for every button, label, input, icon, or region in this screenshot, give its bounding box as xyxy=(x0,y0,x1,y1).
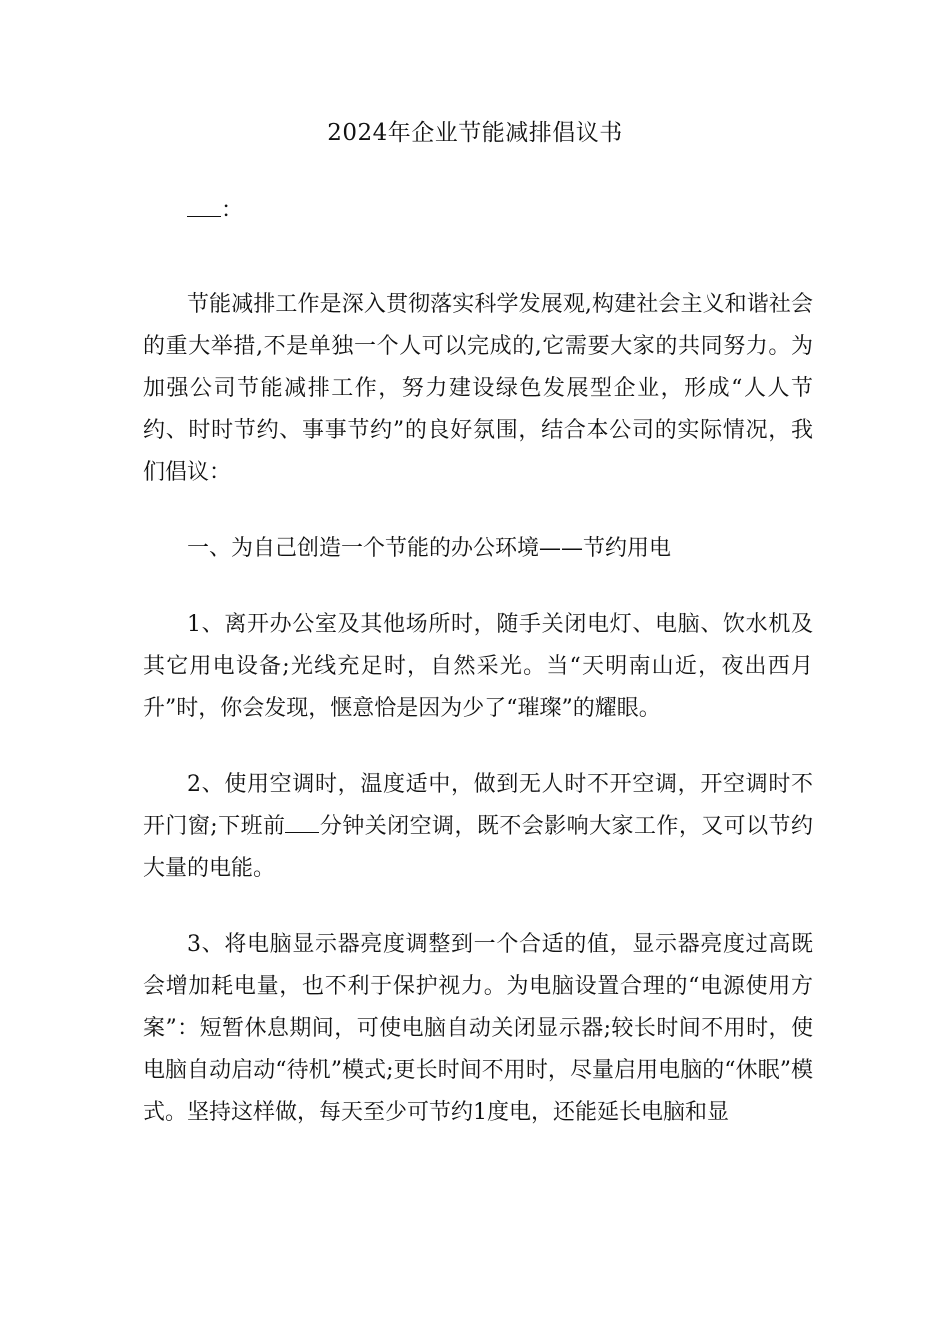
paragraph-item-3: 3、将电脑显示器亮度调整到一个合适的值，显示器亮度过高既会增加耗电量，也不利于保护视力。为电脑设置合理的“电源使用方案”：短暂休息期间，可使电脑自动关闭显示器;较长时间不用时，使电脑自动启动“待机”模式;更长时间不用时，尽量启用电脑的“休眠”模式。坚持这样做，每天至少可节约1度电，还能延长电脑和显 xyxy=(143,932,813,1125)
item-2-text-b: 分钟关闭空调，既不会影响大家工作，又可以节约大量的电能。 xyxy=(143,814,813,881)
minutes-blank xyxy=(285,806,319,833)
paragraph-intro: 节能减排工作是深入贯彻落实科学发展观,构建社会主义和谐社会的重大举措,不是单独一个人可以完成的,它需要大家的共同努力。为加强公司节能减排工作，努力建设绿色发展型企业，形成“人人节约、时时节约、事事节约”的良好氛围，结合本公司的实际情况，我们倡议： xyxy=(143,292,813,485)
salutation-blank xyxy=(187,190,221,217)
salutation-colon: ： xyxy=(221,198,244,223)
paragraph-item-1: 1、离开办公室及其他场所时，随手关闭电灯、电脑、饮水机及其它用电设备;光线充足时，自然采光。当“天明南山近，夜出西月升”时，你会发现，惬意恰是因为少了“璀璨”的耀眼。 xyxy=(143,612,813,721)
section-heading-1: 一、为自己创造一个节能的办公环境——节约用电 xyxy=(187,536,672,561)
document-body xyxy=(143,190,813,1168)
document-title: 2024年企业节能减排倡议书 xyxy=(327,120,623,146)
paragraph-item-2 xyxy=(143,764,813,890)
item-2-text-a: 2、使用空调时，温度适中，做到无人时不开空调，开空调时不开门窗;下班前 xyxy=(143,772,813,839)
salutation xyxy=(143,190,813,232)
